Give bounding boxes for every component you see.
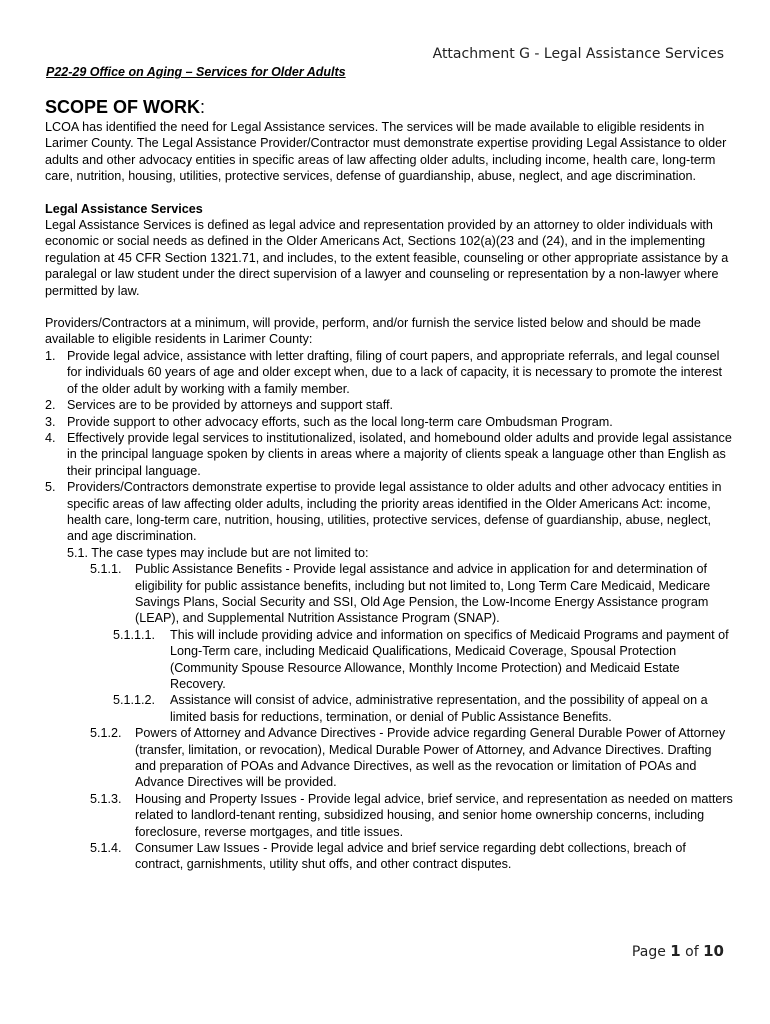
list-number: 5.1.3. xyxy=(90,791,122,806)
list-text: Services are to be provided by attorneys and support staff. xyxy=(67,398,393,413)
sublist-item xyxy=(45,791,735,840)
list-item xyxy=(45,479,735,545)
rfp-title: P22-29 Office on Aging – Services for Older Adults xyxy=(46,65,346,79)
list-number: 2. xyxy=(45,398,56,413)
sublist-item xyxy=(45,627,735,693)
sublist-item xyxy=(45,561,735,627)
page-label: Page xyxy=(631,944,666,960)
list-text: Provide support to other advocacy efforts, such as the local long-term care Ombudsman Program. xyxy=(67,414,613,429)
list-item xyxy=(45,414,735,430)
legal-assistance-definition: Legal Assistance Services is defined as legal advice and representation provided by an attorney to older individuals with economic or social needs as defined in the Older Americans Act, Sections 102(a)(23 and (24), and in the implementing regulation at 45 CFR Section 1321.71, and includes, to the extent feasible, counseling or other appropriate assistance by a paralegal or law student under the direct supervision of a lawyer and counseling or representation by a non-lawyer where permitted by law. xyxy=(45,218,729,298)
sublist-item xyxy=(45,840,735,873)
scope-intro: LCOA has identified the need for Legal Assistance services. The services will be made available to eligible residents in Larimer County. The Legal Assistance Provider/Contractor must demonstrate expertise providing Legal Assistance to older adults and other advocacy entities in specific areas of law affecting older adults, including income, health care, long-term care, nutrition, housing, utilities, protective services, defense of guardianship, abuse, neglect, and age discrimination. xyxy=(45,120,727,184)
sublist-item xyxy=(45,692,735,725)
list-text: Effectively provide legal services to institutionalized, isolated, and homebound older adults and provide legal assistance in the principal language spoken by clients in areas where a majority of clients speak a language other than English as their principal language. xyxy=(67,430,732,478)
scope-heading xyxy=(45,96,735,118)
page-footer xyxy=(632,942,724,960)
page-total: 10 xyxy=(703,942,724,960)
list-item xyxy=(45,348,735,397)
list-text: This will include providing advice and information on specifics of Medicaid Programs and payment of Long-Term care, including Medicaid Qualifications, Medicaid Coverage, Spousal Protection (Community Spouse Resource Allowance, Monthly Income Protection) and Medicaid Estate Recovery. xyxy=(170,627,729,691)
attachment-header: Attachment G - Legal Assistance Services xyxy=(432,46,724,62)
list-number: 1. xyxy=(45,348,56,363)
page-current: 1 xyxy=(670,942,681,960)
list-number: 4. xyxy=(45,430,56,445)
document-body xyxy=(45,96,735,873)
sublist-heading: 5.1. The case types may include but are not limited to: xyxy=(67,545,369,560)
sublist-item xyxy=(45,725,735,791)
list-text: Assistance will consist of advice, administrative representation, and the possibility of appeal on a limited basis for reductions, termination, or denial of Public Assistance Benefits. xyxy=(170,693,708,724)
list-number: 5.1.4. xyxy=(90,841,122,856)
list-text: Provide legal advice, assistance with letter drafting, filing of court papers, and appropriate referrals, and legal counsel for individuals 60 years of age and older except when, due to a lack of capacity, it is necessary to promote the interest of the older adult by working with a family member. xyxy=(67,348,723,396)
list-item xyxy=(45,430,735,479)
legal-assistance-heading: Legal Assistance Services xyxy=(45,201,203,216)
list-text: Public Assistance Benefits - Provide legal assistance and advice in application for and determination of eligibility for public assistance benefits, including but not limited to, Long Term Care Medicaid, Medicare Savings Plans, Social Security and SSI, Old Age Pension, the Low-Income Energy Assistance program (LEAP), and Supplemental Nutrition Assistance Program (SNAP). xyxy=(135,562,711,626)
list-number: 5.1.1.2. xyxy=(113,693,156,708)
list-text: Housing and Property Issues - Provide legal advice, brief service, and representation as needed on matters related to landlord-tenant renting, subsidized housing, and senior home ownership concerns, including foreclosure, reverse mortgages, and title issues. xyxy=(135,791,733,839)
list-number: 5.1.1. xyxy=(90,562,122,577)
list-text: Consumer Law Issues - Provide legal advice and brief service regarding debt collections, breach of contract, garnishments, utility shut offs, and other contract disputes. xyxy=(135,841,686,872)
list-text: Powers of Attorney and Advance Directives - Provide advice regarding General Durable Power of Attorney (transfer, limitation, or revocation), Medical Durable Power of Attorney, and Advance Directives. Drafting and preparation of POAs and Advance Directives, as well as the revocation or limitation of POAs and Advance Directives will be provided. xyxy=(135,726,726,790)
list-number: 5.1.1.1. xyxy=(113,627,156,642)
list-item xyxy=(45,397,735,413)
of-label: of xyxy=(685,944,699,960)
scope-heading-colon: : xyxy=(200,97,206,117)
scope-heading-text: SCOPE OF WORK xyxy=(45,97,201,117)
providers-intro: Providers/Contractors at a minimum, will provide, perform, and/or furnish the service listed below and should be made available to eligible residents in Larimer County: xyxy=(45,316,701,347)
list-text: Providers/Contractors demonstrate expertise to provide legal assistance to older adults and other advocacy entities in specific areas of law affecting older adults, including the priority areas identified in the Older Americans Act: income, health care, long-term care, nutrition, housing, utilities, protective services, defense of guardianship, abuse, neglect, and age discrimination. xyxy=(67,480,722,544)
list-number: 3. xyxy=(45,414,56,429)
list-number: 5. xyxy=(45,480,56,495)
list-number: 5.1.2. xyxy=(90,726,122,741)
